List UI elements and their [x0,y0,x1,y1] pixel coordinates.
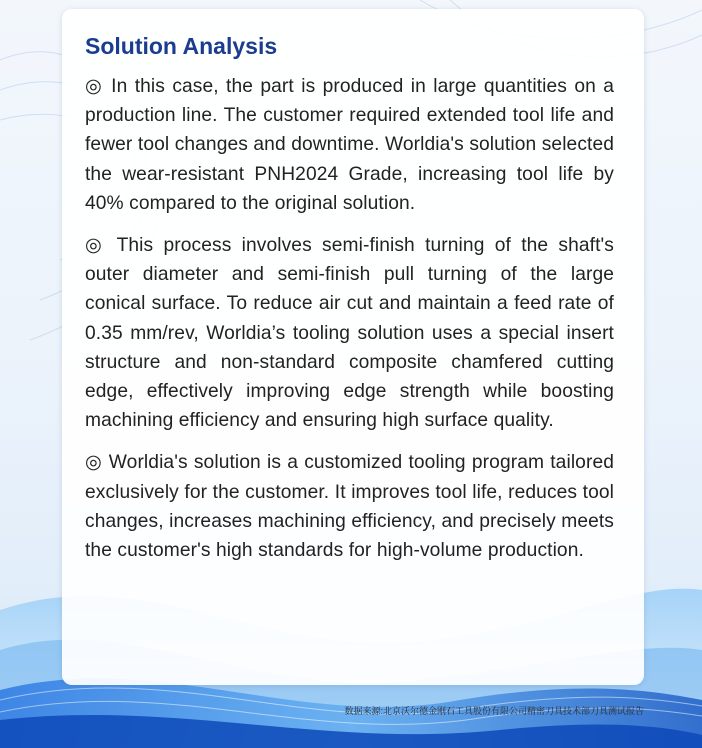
paragraph-3: ◎ Worldia's solution is a customized tooling program tailored exclusively for the customer. It improves tool life, reduces tool changes, increases machining efficiency, and precisely meets the customer's high standards for high-volume production. [85,452,614,562]
solution-analysis-card [62,9,644,685]
data-source-note: 数据来源:北京沃尔德金刚石工具股份有限公司精密刀具技术部刀具测试报告 [344,706,644,716]
paragraph-1: ◎ In this case, the part is produced in large quantities on a production line. The customer required extended tool life and fewer tool changes and downtime. Worldia's solution selected the wear-resistant PNH2024 Grade, increasing tool life by 40% compared to the original solution. [85,76,614,214]
paragraph-2: ◎ This process involves semi-finish turning of the shaft's outer diameter and semi-finish pull turning of the large conical surface. To reduce air cut and maintain a feed rate of 0.35 mm/rev, Worldia’s tooling solution uses a special insert structure and non-standard composite chamfered cutting edge, effectively improving edge strength while boosting machining efficiency and ensuring high surface quality. [85,235,614,432]
section-title: Solution Analysis [85,33,278,59]
